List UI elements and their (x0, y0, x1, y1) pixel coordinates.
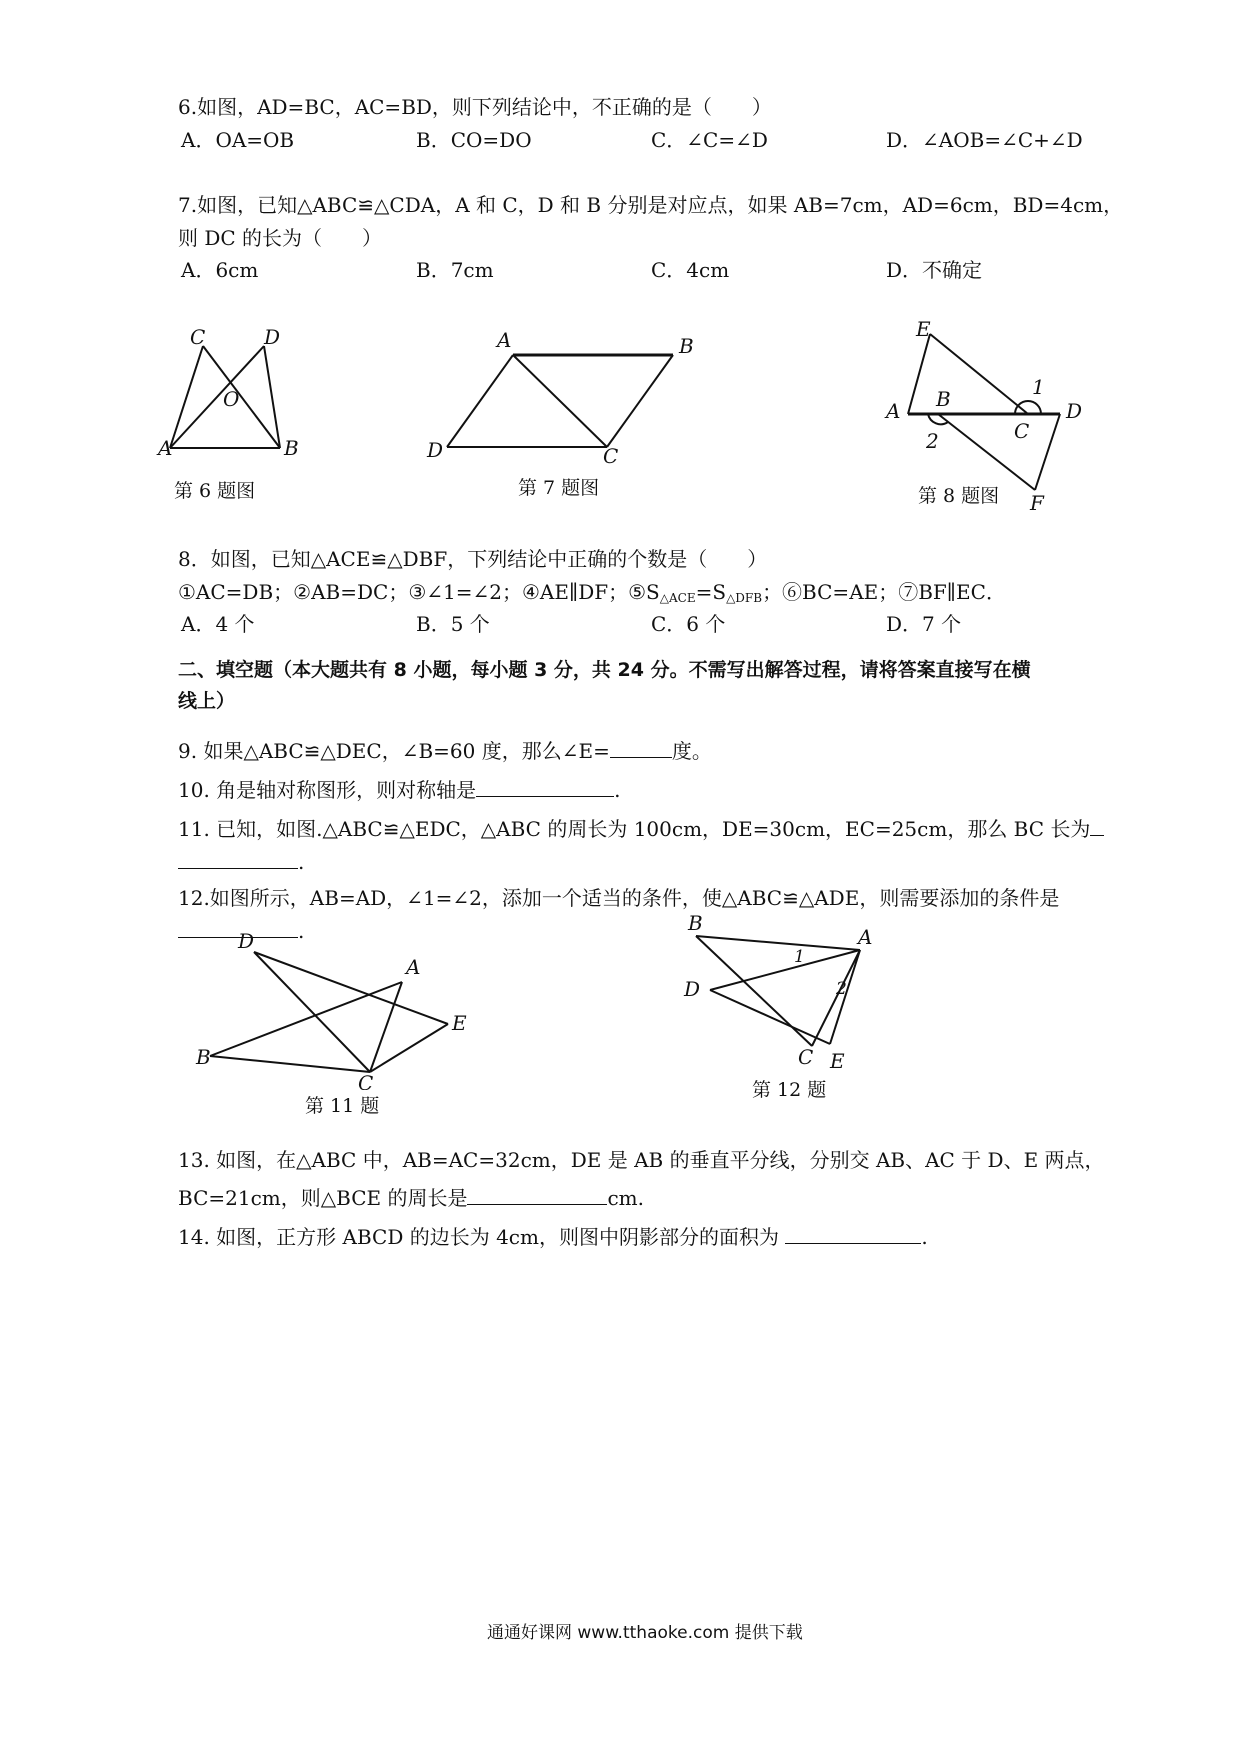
q11-line2 (178, 849, 304, 875)
q9-text: 9. 如果△ABC≌△DEC，∠B=60 度，那么∠E= (178, 739, 610, 763)
figure-6 (150, 320, 320, 460)
fig8-label-2: 2 (926, 429, 939, 453)
fig11-label-e: E (452, 1011, 467, 1035)
q12-suffix: . (298, 919, 305, 943)
figure-12 (680, 910, 910, 1070)
q8-option-c: C．6 个 (651, 612, 726, 636)
q14-answer-blank[interactable] (785, 1225, 921, 1244)
q14 (178, 1224, 928, 1250)
q9-suffix: 度。 (671, 739, 712, 763)
q7-stem-line1: 7.如图，已知△ABC≌△CDA，A 和 C，D 和 B 分别是对应点，如果 AB=7cm，AD=6cm，BD=4cm， (178, 193, 1124, 217)
fig6-label-d: D (264, 325, 281, 349)
q11-line1 (178, 816, 1104, 842)
figure-8-caption: 第 8 题图 (918, 485, 1000, 507)
q11-answer-blank[interactable] (178, 850, 298, 869)
fig8-label-e: E (916, 318, 931, 341)
fig8-label-d: D (1066, 399, 1083, 423)
figure-12-caption: 第 12 题 (752, 1079, 827, 1101)
fig12-label-a: A (858, 925, 873, 949)
q8-option-b: B．5 个 (416, 612, 490, 636)
fig6-label-c: C (190, 325, 206, 349)
fig12-label-2: 2 (836, 979, 847, 999)
footer-source: 通通好课网 www.tthaoke.com 提供下载 (487, 1623, 803, 1643)
q11-text: 11. 已知，如图.△ABC≌△EDC，△ABC 的周长为 100cm，DE=30cm，EC=25cm，那么 BC 长为 (178, 817, 1091, 841)
figure-11 (190, 930, 480, 1090)
figure-6-caption: 第 6 题图 (174, 480, 256, 502)
q8-subscript-dfb: △DFB (726, 591, 763, 605)
fig7-label-c: C (603, 444, 619, 465)
q11-suffix: . (298, 850, 305, 874)
fig7-label-b: B (679, 334, 694, 358)
fig6-label-b: B (284, 436, 299, 460)
q8-option-d: D．7 个 (886, 612, 962, 636)
q7-option-a: A．6cm (181, 258, 259, 282)
q13-suffix: cm. (607, 1186, 644, 1210)
q8-conditions-part2: ；⑥BC=AE；⑦BF∥EC． (762, 580, 1006, 604)
section-2-heading-line2: 线上） (178, 690, 236, 712)
q8-conditions (178, 579, 1006, 611)
q7-option-b: B．7cm (416, 258, 494, 282)
fig6-label-o: O (223, 387, 240, 411)
fig7-label-d: D (427, 438, 444, 462)
fig11-label-b: B (196, 1045, 211, 1069)
figure-11-caption: 第 11 题 (305, 1095, 380, 1117)
q8-conditions-part1: ①AC=DB；②AB=DC；③∠1=∠2；④AE∥DF；⑤S (178, 580, 660, 604)
q6-option-a: A．OA=OB (181, 128, 295, 152)
figure-7-caption: 第 7 题图 (518, 477, 600, 499)
figure-7 (425, 325, 705, 465)
fig8-label-f: F (1030, 491, 1044, 513)
q13-line2 (178, 1185, 644, 1211)
section-2-heading-line1: 二、填空题（本大题共有 8 小题，每小题 3 分，共 24 分。不需写出解答过程，请将答案直接写在横 (178, 659, 1031, 681)
fig7-label-a: A (497, 328, 512, 352)
q6-stem: 6.如图，AD=BC，AC=BD，则下列结论中，不正确的是（ ） (178, 95, 772, 119)
fig12-label-b: B (688, 911, 703, 935)
q7-option-d: D．不确定 (886, 258, 983, 282)
fig8-label-c: C (1014, 419, 1030, 443)
fig12-label-c: C (798, 1045, 814, 1069)
q7-stem-line2: 则 DC 的长为（ ） (178, 226, 383, 250)
q9 (178, 738, 712, 764)
fig12-label-1: 1 (794, 947, 805, 967)
q14-text: 14. 如图，正方形 ABCD 的边长为 4cm，则图中阴影部分的面积为 (178, 1225, 779, 1249)
q14-suffix: . (921, 1225, 928, 1249)
fig6-label-a: A (158, 436, 173, 460)
q13-text: BC=21cm，则△BCE 的周长是 (178, 1186, 468, 1210)
q13-line1: 13. 如图，在△ABC 中，AB=AC=32cm，DE 是 AB 的垂直平分线，分别交 AB、AC 于 D、E 两点， (178, 1148, 1105, 1172)
q11-answer-blank-start[interactable] (1090, 817, 1104, 836)
fig8-label-1: 1 (1032, 375, 1045, 399)
q7-option-c: C．4cm (651, 258, 730, 282)
fig8-label-b: B (936, 387, 951, 411)
q6-option-d: D．∠AOB=∠C+∠D (886, 128, 1083, 152)
q10-answer-blank[interactable] (476, 778, 614, 797)
fig11-label-c: C (358, 1071, 374, 1090)
q8-option-a: A．4 个 (181, 612, 255, 636)
q10-suffix: . (614, 778, 621, 802)
q6-option-c: C．∠C=∠D (651, 128, 768, 152)
q12-stem: 12.如图所示，AB=AD，∠1=∠2，添加一个适当的条件，使△ABC≌△ADE，则需要添加的条件是 (178, 886, 1060, 910)
q8-stem: 8．如图，已知△ACE≌△DBF，下列结论中正确的个数是（ ） (178, 547, 768, 571)
q10 (178, 777, 621, 803)
fig11-label-a: A (406, 955, 421, 979)
fig11-label-d: D (238, 930, 255, 953)
fig12-label-d: D (684, 977, 701, 1001)
fig8-label-a: A (886, 399, 901, 423)
q8-subscript-ace: △ACE (659, 591, 696, 605)
q10-text: 10. 角是轴对称图形，则对称轴是 (178, 778, 477, 802)
q6-option-b: B．CO=DO (416, 128, 532, 152)
fig12-label-e: E (830, 1049, 845, 1070)
q8-equals: =S (695, 580, 727, 604)
q13-answer-blank[interactable] (467, 1186, 607, 1205)
q9-answer-blank[interactable] (610, 739, 672, 758)
